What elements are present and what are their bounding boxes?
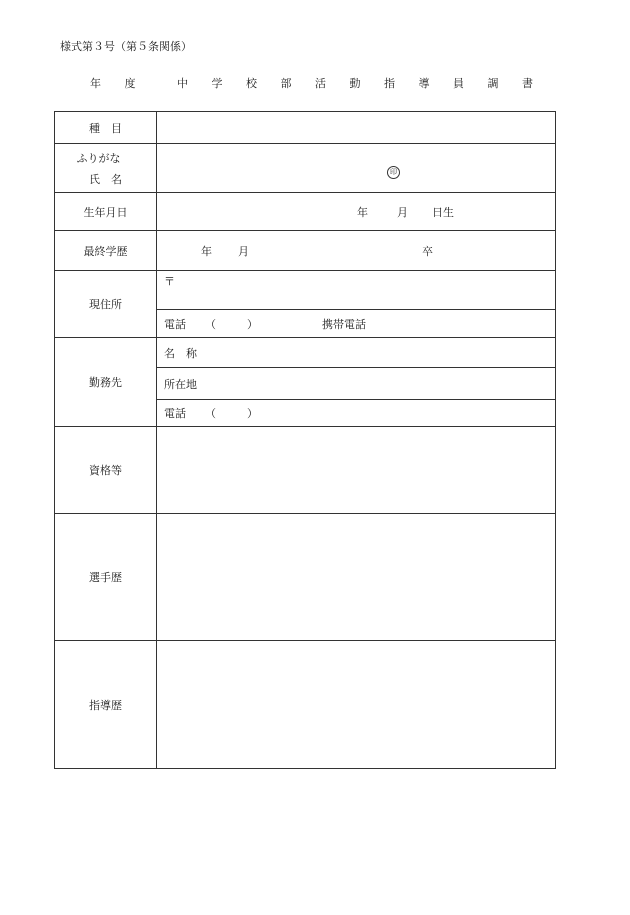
row-workplace-name xyxy=(55,338,556,368)
education-label: 最終学歴 xyxy=(55,231,157,271)
coaching-history-label: 指導歴 xyxy=(55,641,157,769)
birth-month: 月 xyxy=(397,205,408,219)
birth-field[interactable] xyxy=(157,193,556,231)
workplace-phone-paren-open: （ xyxy=(205,407,216,420)
education-field[interactable] xyxy=(157,231,556,271)
qualifications-field[interactable] xyxy=(157,427,556,514)
event-label: 種 目 xyxy=(55,112,157,144)
row-coaching-history xyxy=(55,641,556,769)
survey-form-table xyxy=(54,111,556,769)
education-graduated: 卒 xyxy=(422,244,433,258)
workplace-phone-paren-close: ） xyxy=(247,407,258,420)
address-phone-paren-close: ） xyxy=(247,317,258,331)
address-field[interactable] xyxy=(157,271,556,310)
address-phone-paren-open: （ xyxy=(205,317,216,331)
row-athlete-history xyxy=(55,514,556,641)
form-number: 様式第３号（第５条関係） xyxy=(60,40,192,53)
address-phone-field[interactable] xyxy=(157,310,556,338)
page-title: 年 度 中 学 校 部 活 動 指 導 員 調 書 xyxy=(90,77,540,90)
workplace-label: 勤務先 xyxy=(55,338,157,427)
seal-mark: 印 xyxy=(387,166,400,179)
athlete-history-label: 選手歴 xyxy=(55,514,157,641)
workplace-location-field[interactable] xyxy=(157,368,556,400)
workplace-location-label: 所在地 xyxy=(164,377,197,391)
birth-label: 生年月日 xyxy=(55,193,157,231)
education-year: 年 xyxy=(201,244,212,258)
furigana-label: ふりがな xyxy=(76,151,121,165)
row-event xyxy=(55,112,556,144)
address-phone-label: 電話 xyxy=(164,317,186,331)
row-name xyxy=(55,144,556,193)
postal-mark: 〒 xyxy=(164,275,175,288)
name-field[interactable] xyxy=(157,144,556,193)
row-address xyxy=(55,271,556,310)
birth-year: 年 xyxy=(357,205,368,219)
name-label: 氏 名 xyxy=(89,172,122,186)
name-label-cell xyxy=(55,144,157,193)
education-month: 月 xyxy=(238,244,249,258)
row-education xyxy=(55,231,556,271)
birth-day: 日生 xyxy=(432,205,454,219)
row-birth xyxy=(55,193,556,231)
address-label: 現住所 xyxy=(55,271,157,338)
event-field[interactable] xyxy=(157,112,556,144)
athlete-history-field[interactable] xyxy=(157,514,556,641)
workplace-name-label: 名 称 xyxy=(164,346,197,360)
workplace-phone-label: 電話 xyxy=(164,407,186,420)
coaching-history-field[interactable] xyxy=(157,641,556,769)
row-qualifications xyxy=(55,427,556,514)
mobile-phone-label: 携帯電話 xyxy=(322,317,366,331)
qualifications-label: 資格等 xyxy=(55,427,157,514)
workplace-phone-field[interactable] xyxy=(157,400,556,427)
workplace-name-field[interactable] xyxy=(157,338,556,368)
